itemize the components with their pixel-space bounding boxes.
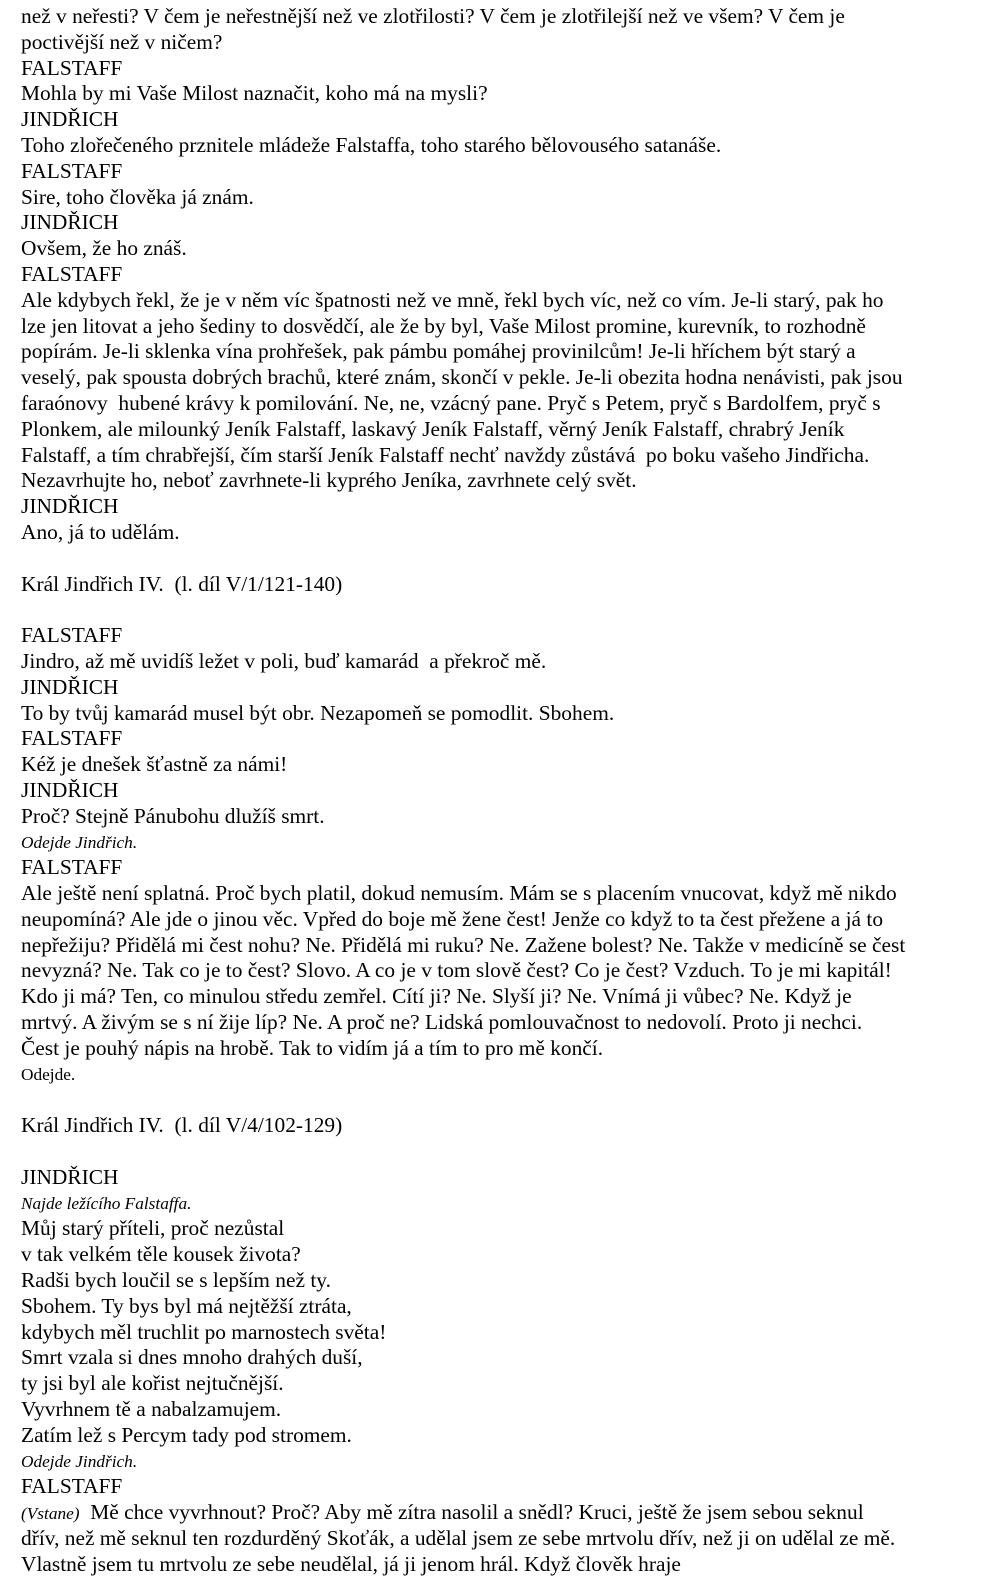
dialogue-line: Falstaff, a tím chrabřejší, čím starší Jeník Falstaff nechť navždy zůstává po boku vašeho Jindřicha. xyxy=(21,442,870,467)
exit-direction: Odejde. xyxy=(21,1064,76,1084)
dialogue-line: nepřežiju? Přidělá mi čest nohu? Ne. Přidělá mi ruku? Ne. Zažene bolest? Ne. Takže v medicíně se čest xyxy=(21,932,906,957)
speaker-name: FALSTAFF xyxy=(21,726,123,751)
dialogue-line: Ano, já to udělám. xyxy=(21,519,180,544)
paragraph-gap xyxy=(21,1139,966,1165)
dialogue-line: Nezavrhujte ho, neboť zavrhnete-li kyprého Jeníka, zavrhnete celý svět. xyxy=(21,468,637,493)
speaker-name: JINDŘICH xyxy=(21,1164,119,1189)
dialogue-line: v tak velkém těle kousek života? xyxy=(21,1242,301,1267)
text-block xyxy=(21,4,966,546)
text-block xyxy=(21,1113,966,1139)
dialogue-line: Čest je pouhý nápis na hrobě. Tak to vidím já a tím to pro mě končí. xyxy=(21,1035,604,1060)
dialogue-line: neupomíná? Ale jde o jinou věc. Vpřed do boje mě žene čest! Jenže co když to ta čest přežene a já to xyxy=(21,906,884,931)
dialogue-line: Vlastně jsem tu mrtvolu ze sebe neudělal, já ji jenom hrál. Když člověk hraje xyxy=(21,1551,681,1576)
dialogue-line: poctivější než v ničem? xyxy=(21,29,223,54)
stage-direction: Odejde Jindřich. xyxy=(21,1451,138,1471)
dialogue-line: Sire, toho člověka já znám. xyxy=(21,184,254,209)
speaker-name: FALSTAFF xyxy=(21,1474,123,1499)
stage-direction: Odejde Jindřich. xyxy=(21,832,138,852)
dialogue-line: Zatím lež s Percym tady pod stromem. xyxy=(21,1422,352,1447)
dialogue-line: Plonkem, ale milounký Jeník Falstaff, laskavý Jeník Falstaff, věrný Jeník Falstaff, chrabrý Jeník xyxy=(21,416,845,441)
dialogue-line: Vyvrhnem tě a nabalzamujem. xyxy=(21,1397,282,1422)
dialogue-line: Toho zlořečeného prznitele mládeže Falstaffa, toho starého bělovousého satanáše. xyxy=(21,132,722,157)
dialogue-line: kdybych měl truchlit po marnostech světa! xyxy=(21,1319,387,1344)
speaker-name: FALSTAFF xyxy=(21,158,123,183)
dialogue-line: Radši bych loučil se s lepším než ty. xyxy=(21,1268,331,1293)
document-page xyxy=(21,4,966,1578)
speaker-name: FALSTAFF xyxy=(21,261,123,286)
speaker-name: FALSTAFF xyxy=(21,623,123,648)
text-block xyxy=(21,572,966,598)
dialogue-line: Ale kdybych řekl, že je v něm víc špatnosti než ve mně, řekl bych víc, než co vím. Je-li starý, pak ho xyxy=(21,287,884,312)
stage-direction: (Vstane) xyxy=(21,1504,80,1524)
dialogue-line: To by tvůj kamarád musel být obr. Nezapomeň se pomodlit. Sbohem. xyxy=(21,700,615,725)
dialogue-line: Ale ještě není splatná. Proč bych platil, dokud nemusím. Mám se s placením vnucovat, když mě nikdo xyxy=(21,881,897,906)
speaker-name: JINDŘICH xyxy=(21,494,119,519)
text-block xyxy=(21,623,966,1087)
dialogue-line: veselý, pak spousta dobrých brachů, které znám, skončí v pekle. Je-li obezita hodna nenávisti, pak jsou xyxy=(21,365,903,390)
text-block xyxy=(21,1165,966,1578)
dialogue-line: než v neřesti? V čem je neřestnější než ve zlotřilosti? V čem je zlotřilejší než ve všem? V čem je xyxy=(21,4,845,28)
stage-direction: Najde ležícího Falstaffa. xyxy=(21,1193,192,1213)
speaker-name: JINDŘICH xyxy=(21,777,119,802)
paragraph-gap xyxy=(21,1087,966,1113)
scene-reference: Král Jindřich IV. (l. díl V/1/121-140) xyxy=(21,571,343,596)
speaker-name: FALSTAFF xyxy=(21,55,123,80)
paragraph-gap xyxy=(21,597,966,623)
scene-reference: Král Jindřich IV. (l. díl V/4/102-129) xyxy=(21,1113,343,1138)
dialogue-line: popírám. Je-li sklenka vína prohřešek, pak pámbu pomáhej provinilcům! Je-li hříchem být starý a xyxy=(21,339,856,364)
dialogue-line: lze jen litovat a jeho šediny to dosvědčí, ale že by byl, Vaše Milost promine, kurevník, to rozhodně xyxy=(21,313,866,338)
dialogue-line: Ovšem, že ho znáš. xyxy=(21,236,187,261)
dialogue-line: nevyzná? Ne. Tak co je to čest? Slovo. A co je v tom slově čest? Co je čest? Vzduch. To je mi kapitál! xyxy=(21,958,892,983)
dialogue-line xyxy=(21,1500,966,1526)
speaker-name: JINDŘICH xyxy=(21,674,119,699)
dialogue-line: dřív, než mě seknul ten rozdurděný Skoťák, a udělal jsem ze sebe mrtvolu dřív, než ji on udělal ze mě. xyxy=(21,1526,896,1551)
speaker-name: FALSTAFF xyxy=(21,855,123,880)
speaker-name: JINDŘICH xyxy=(21,210,119,235)
dialogue-line: Mohla by mi Vaše Milost naznačit, koho má na mysli? xyxy=(21,81,488,106)
dialogue-line: Sbohem. Ty bys byl má nejtěžší ztráta, xyxy=(21,1293,352,1318)
dialogue-line: Proč? Stejně Pánubohu dlužíš smrt. xyxy=(21,803,325,828)
speaker-name: JINDŘICH xyxy=(21,107,119,132)
paragraph-gap xyxy=(21,546,966,572)
dialogue-line: ty jsi byl ale kořist nejtučnější. xyxy=(21,1371,284,1396)
dialogue-line: Můj starý příteli, proč nezůstal xyxy=(21,1216,285,1241)
dialogue-line: Kdo ji má? Ten, co minulou středu zemřel. Cítí ji? Ne. Slyší ji? Ne. Vnímá ji vůbec? Ne. Když je xyxy=(21,984,852,1009)
dialogue-line: mrtvý. A živým se s ní žije líp? Ne. A proč ne? Lidská pomlouvačnost to nedovolí. Proto ji nechci. xyxy=(21,1010,863,1035)
dialogue-line: Smrt vzala si dnes mnoho drahých duší, xyxy=(21,1345,363,1370)
dialogue-text: Mě chce vyvrhnout? Proč? Aby mě zítra nasolil a snědl? Kruci, ještě že jsem sebou seknul xyxy=(79,1500,864,1525)
dialogue-line: Jindro, až mě uvidíš ležet v poli, buď kamarád a překroč mě. xyxy=(21,648,547,673)
dialogue-line: faraónovy hubené krávy k pomilování. Ne, ne, vzácný pane. Pryč s Petem, pryč s Bardolfem, pryč s xyxy=(21,390,881,415)
dialogue-line: Kéž je dnešek šťastně za námi! xyxy=(21,752,288,777)
